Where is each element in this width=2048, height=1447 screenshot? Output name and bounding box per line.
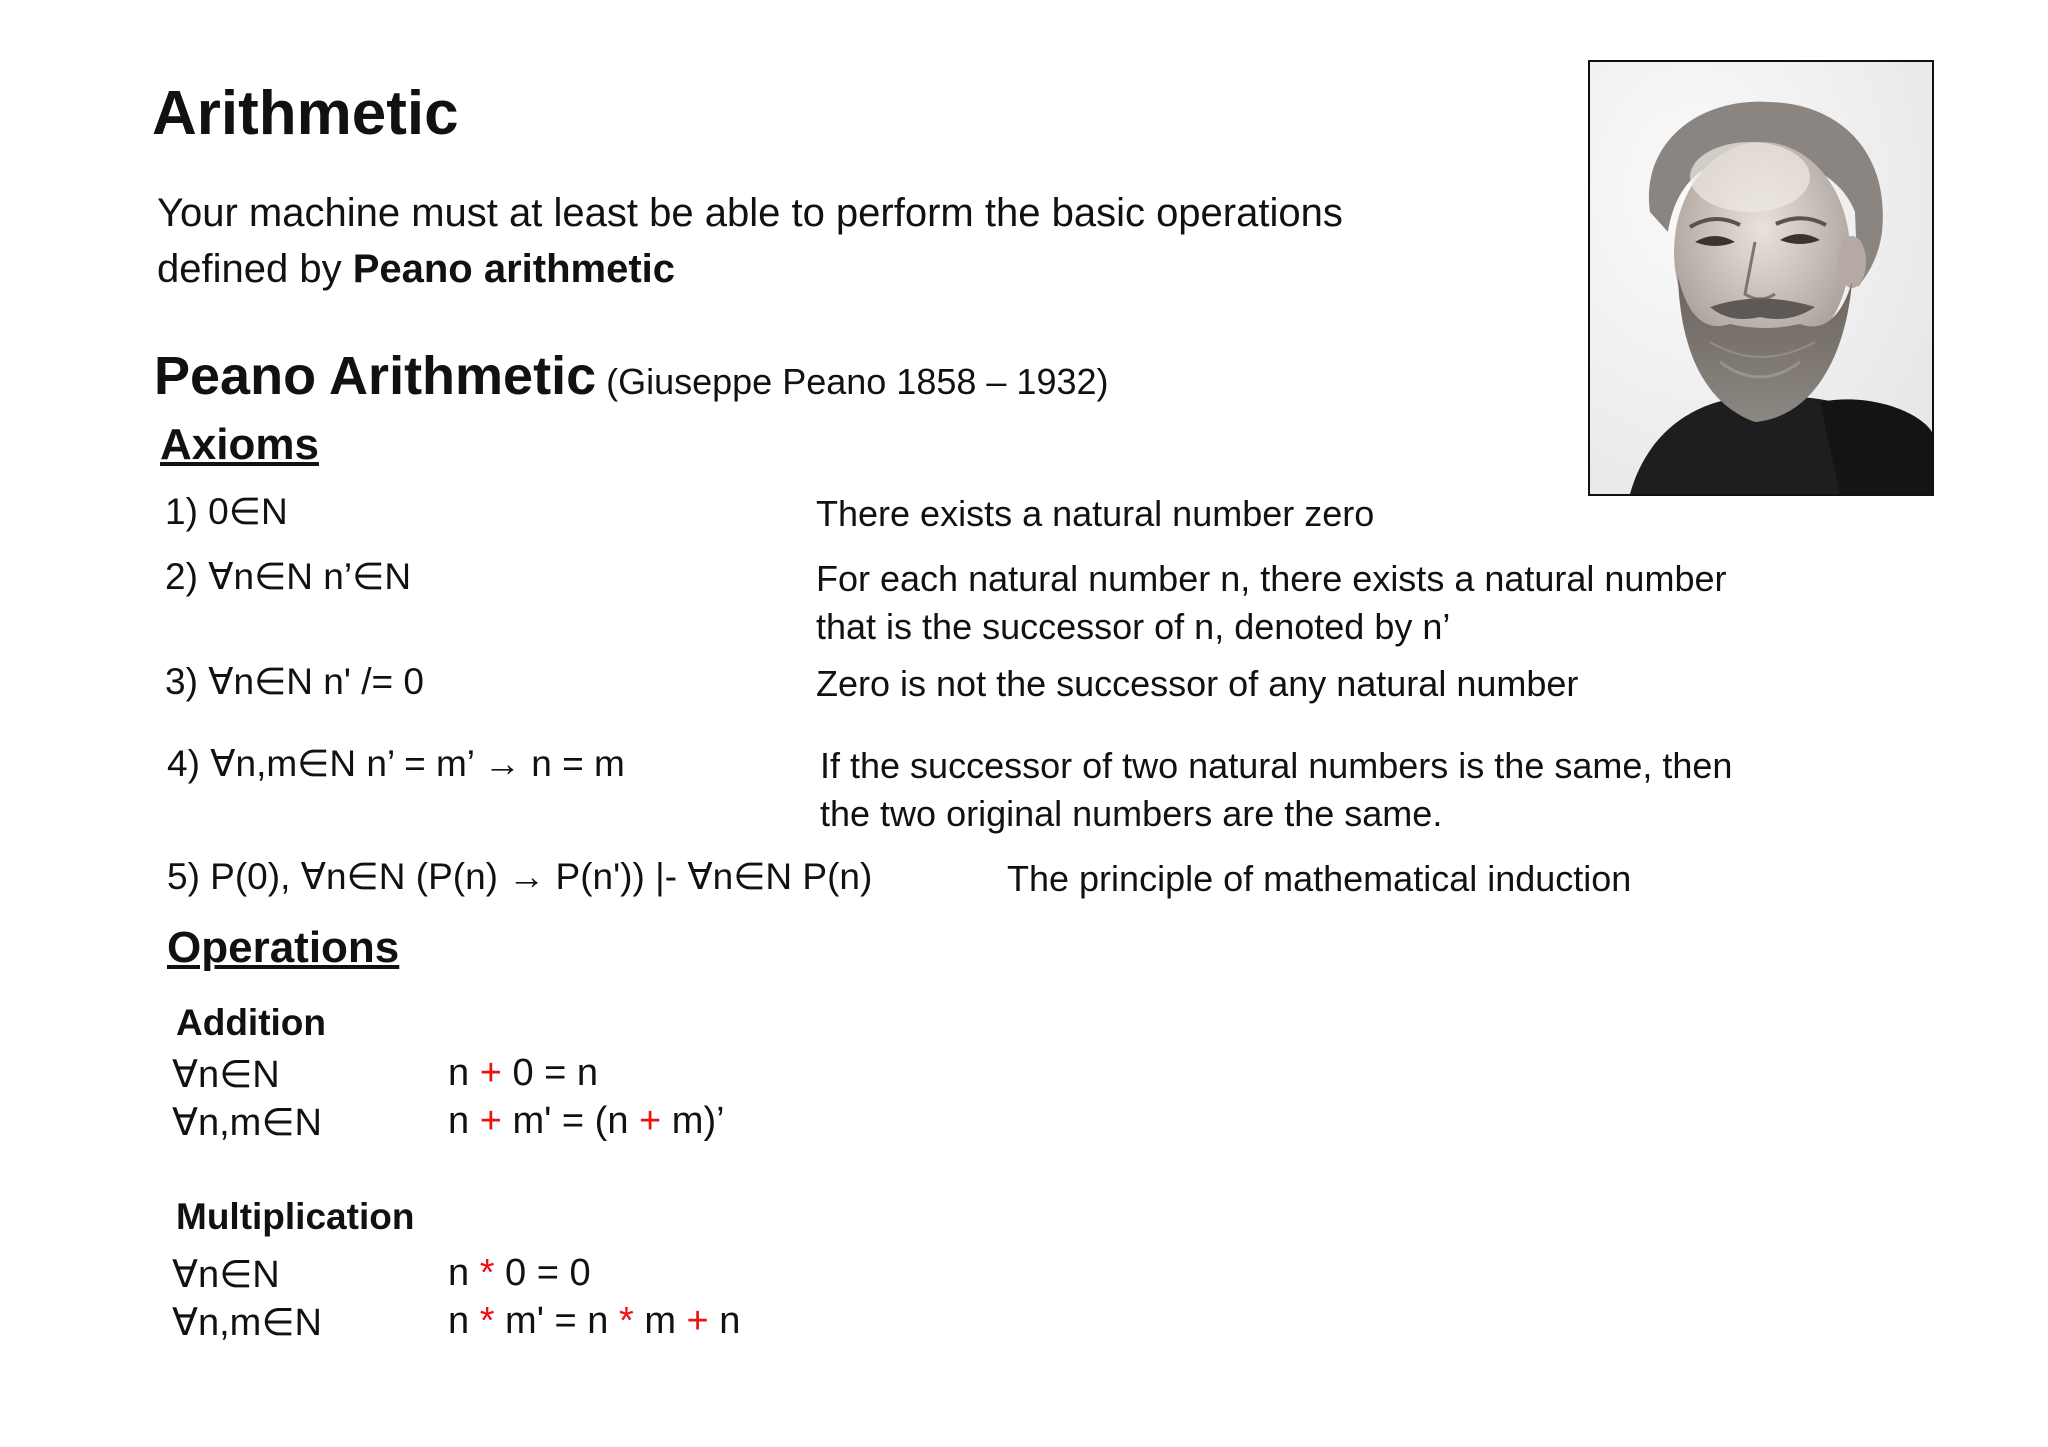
operations-heading: Operations — [167, 923, 400, 972]
multiplication-quant-1: ∀n∈N — [172, 1254, 280, 1296]
addition-quant-2: ∀n,m∈N — [172, 1102, 322, 1144]
section-title — [154, 345, 1109, 407]
page-title: Arithmetic — [152, 79, 459, 148]
addition-heading: Addition — [176, 1002, 327, 1043]
axiom-4-formula: 4) ∀n,m∈N n’ = m’ → n = m — [167, 743, 625, 784]
times-operator: * — [479, 1252, 495, 1294]
axiom-5-formula: 5) P(0), ∀n∈N (P(n) → P(n')) |- ∀n∈N P(n) — [167, 856, 873, 897]
eq-term: n — [448, 1252, 480, 1294]
addition-quant-1: ∀n∈N — [172, 1054, 280, 1096]
axiom-1-desc-line: There exists a natural number zero — [816, 493, 1375, 534]
eq-term: n — [448, 1100, 480, 1142]
axiom-3-desc-line: Zero is not the successor of any natural number — [816, 663, 1579, 704]
multiplication-equation-2 — [448, 1300, 740, 1343]
intro-line-2 — [157, 241, 1343, 297]
eq-term: m — [633, 1300, 687, 1342]
addition-equation-2 — [448, 1100, 725, 1143]
multiplication-quant-2: ∀n,m∈N — [172, 1302, 322, 1344]
eq-term: n — [708, 1300, 741, 1342]
axiom-2-desc-line-1: For each natural number n, there exists a natural number — [816, 558, 1727, 599]
axiom-2-formula: 2) ∀n∈N n’∈N — [165, 556, 412, 597]
axiom-2-desc-line-2: that is the successor of n, denoted by n’ — [816, 606, 1451, 647]
axiom-5-desc-line: The principle of mathematical induction — [1007, 858, 1632, 899]
addition-equation-1 — [448, 1052, 598, 1095]
multiplication-heading: Multiplication — [176, 1196, 415, 1237]
eq-term: 0 = n — [501, 1052, 599, 1094]
intro-text — [157, 185, 1343, 297]
axiom-2-desc — [816, 555, 1726, 651]
axiom-3-desc — [816, 660, 1578, 708]
portrait-illustration — [1590, 62, 1932, 494]
axiom-1-formula: 1) 0∈N — [165, 491, 288, 532]
intro-line-2-prefix: defined by — [157, 247, 353, 291]
plus-operator: + — [479, 1100, 502, 1142]
axiom-1-desc — [816, 490, 1374, 538]
plus-operator: + — [686, 1300, 709, 1342]
axioms-heading: Axioms — [160, 420, 319, 469]
intro-line-1: Your machine must at least be able to perform the basic operations — [157, 191, 1343, 235]
intro-emphasis: Peano arithmetic — [352, 247, 676, 291]
eq-term: n — [448, 1300, 480, 1342]
eq-term: m' = n — [494, 1300, 619, 1342]
axiom-4-desc-line-2: the two original numbers are the same. — [820, 793, 1443, 834]
eq-term: 0 = 0 — [494, 1252, 591, 1294]
axiom-4-desc-line-1: If the successor of two natural numbers is the same, then — [820, 745, 1733, 786]
portrait-photo — [1588, 60, 1934, 496]
axiom-5-desc — [1007, 855, 1631, 903]
plus-operator: + — [479, 1052, 502, 1094]
axiom-4-desc — [820, 742, 1732, 838]
eq-term: m)’ — [661, 1100, 725, 1142]
axiom-3-formula: 3) ∀n∈N n' /= 0 — [165, 661, 424, 702]
section-title-text: Peano Arithmetic — [154, 346, 597, 406]
multiplication-equation-1 — [448, 1252, 591, 1295]
eq-term: n — [448, 1052, 480, 1094]
times-operator: * — [479, 1300, 495, 1342]
eq-term: m' = (n — [501, 1100, 640, 1142]
section-subtitle: (Giuseppe Peano 1858 – 1932) — [606, 361, 1109, 402]
plus-operator: + — [639, 1100, 662, 1142]
times-operator: * — [618, 1300, 634, 1342]
